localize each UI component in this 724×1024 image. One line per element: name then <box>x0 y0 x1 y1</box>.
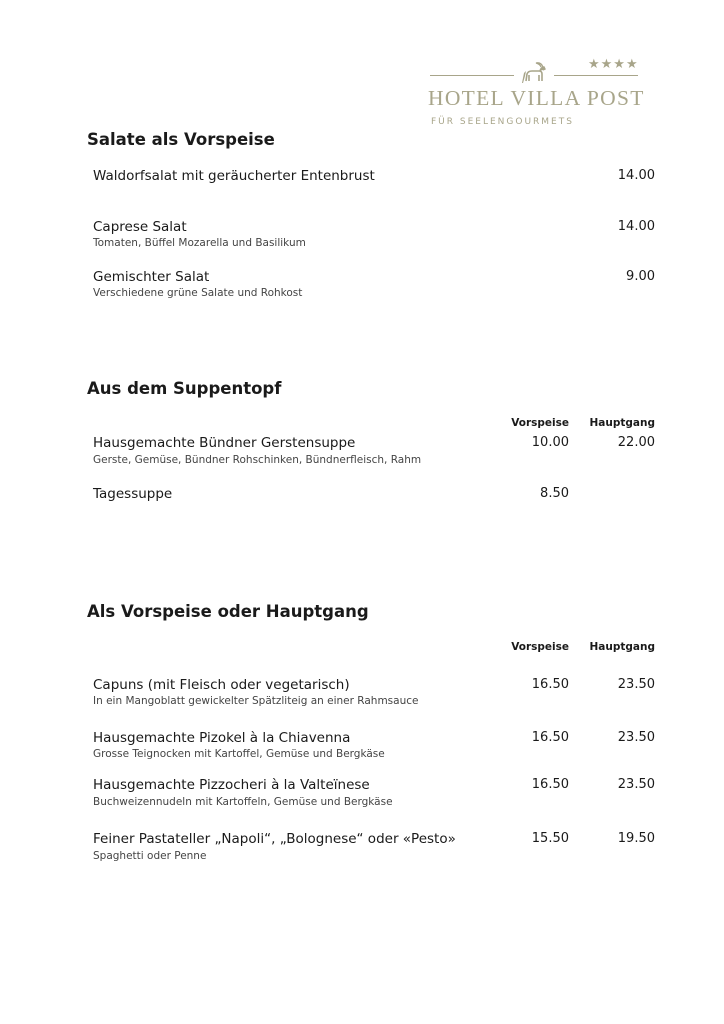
menu-item-name: Gemischter Salat <box>93 269 210 285</box>
menu-item-price-starter: 16.50 <box>531 777 569 792</box>
column-header-starter: Vorspeise <box>511 641 569 653</box>
menu-item-name: Hausgemachte Pizzocheri à la Valteïnese <box>93 777 370 793</box>
hotel-tagline: FÜR SEELENGOURMETS <box>431 117 574 127</box>
menu-item-price-starter: 16.50 <box>531 730 569 745</box>
star-rating: ★★★★ <box>588 57 639 72</box>
menu-item-description: Spaghetti oder Penne <box>93 850 207 862</box>
hotel-name: HOTEL VILLA POST <box>428 86 645 110</box>
section-title-salads: Salate als Vorspeise <box>87 130 275 149</box>
menu-item-price-main: 23.50 <box>617 677 655 692</box>
menu-item-description: Buchweizennudeln mit Kartoffeln, Gemüse und Bergkäse <box>93 796 393 808</box>
menu-item-name: Capuns (mit Fleisch oder vegetarisch) <box>93 677 350 693</box>
column-header-main: Hauptgang <box>589 417 655 429</box>
hotel-logo <box>428 57 645 133</box>
logo-rule-right <box>554 75 638 76</box>
menu-item-description: Tomaten, Büffel Mozarella und Basilikum <box>93 237 306 249</box>
menu-item-price-main: 22.00 <box>617 435 655 450</box>
menu-item-description: In ein Mangoblatt gewickelter Spätzliteig an einer Rahmsauce <box>93 695 419 707</box>
menu-item-name: Hausgemachte Bündner Gerstensuppe <box>93 435 356 451</box>
menu-item-price: 14.00 <box>617 168 655 183</box>
column-header-starter: Vorspeise <box>511 417 569 429</box>
menu-item-price-starter: 16.50 <box>531 677 569 692</box>
section-title-soups: Aus dem Suppentopf <box>87 379 282 398</box>
menu-item-description: Grosse Teignocken mit Kartoffel, Gemüse und Bergkäse <box>93 748 385 760</box>
ibex-icon <box>520 61 548 85</box>
menu-item-description: Gerste, Gemüse, Bündner Rohschinken, Bündnerfleisch, Rahm <box>93 454 422 466</box>
menu-item-price-starter: 15.50 <box>531 831 569 846</box>
menu-item-price-main: 23.50 <box>617 730 655 745</box>
section-title-starter-or-main: Als Vorspeise oder Hauptgang <box>87 602 369 621</box>
menu-item-price: 14.00 <box>617 219 655 234</box>
menu-item-name: Waldorfsalat mit geräucherter Entenbrust <box>93 168 375 184</box>
menu-item-price-main: 23.50 <box>617 777 655 792</box>
logo-rule-left <box>430 75 514 76</box>
menu-item-price-main: 19.50 <box>617 831 655 846</box>
menu-item-name: Hausgemachte Pizokel à la Chiavenna <box>93 730 351 746</box>
menu-item-name: Tagessuppe <box>93 486 173 502</box>
menu-item-price: 9.00 <box>626 269 655 284</box>
menu-item-price-starter: 10.00 <box>531 435 569 450</box>
menu-item-price-starter: 8.50 <box>540 486 569 501</box>
menu-item-name: Feiner Pastateller „Napoli“, „Bolognese“ oder «Pesto» <box>93 831 456 847</box>
column-header-main: Hauptgang <box>589 641 655 653</box>
menu-item-description: Verschiedene grüne Salate und Rohkost <box>93 287 303 299</box>
menu-item-name: Caprese Salat <box>93 219 187 235</box>
